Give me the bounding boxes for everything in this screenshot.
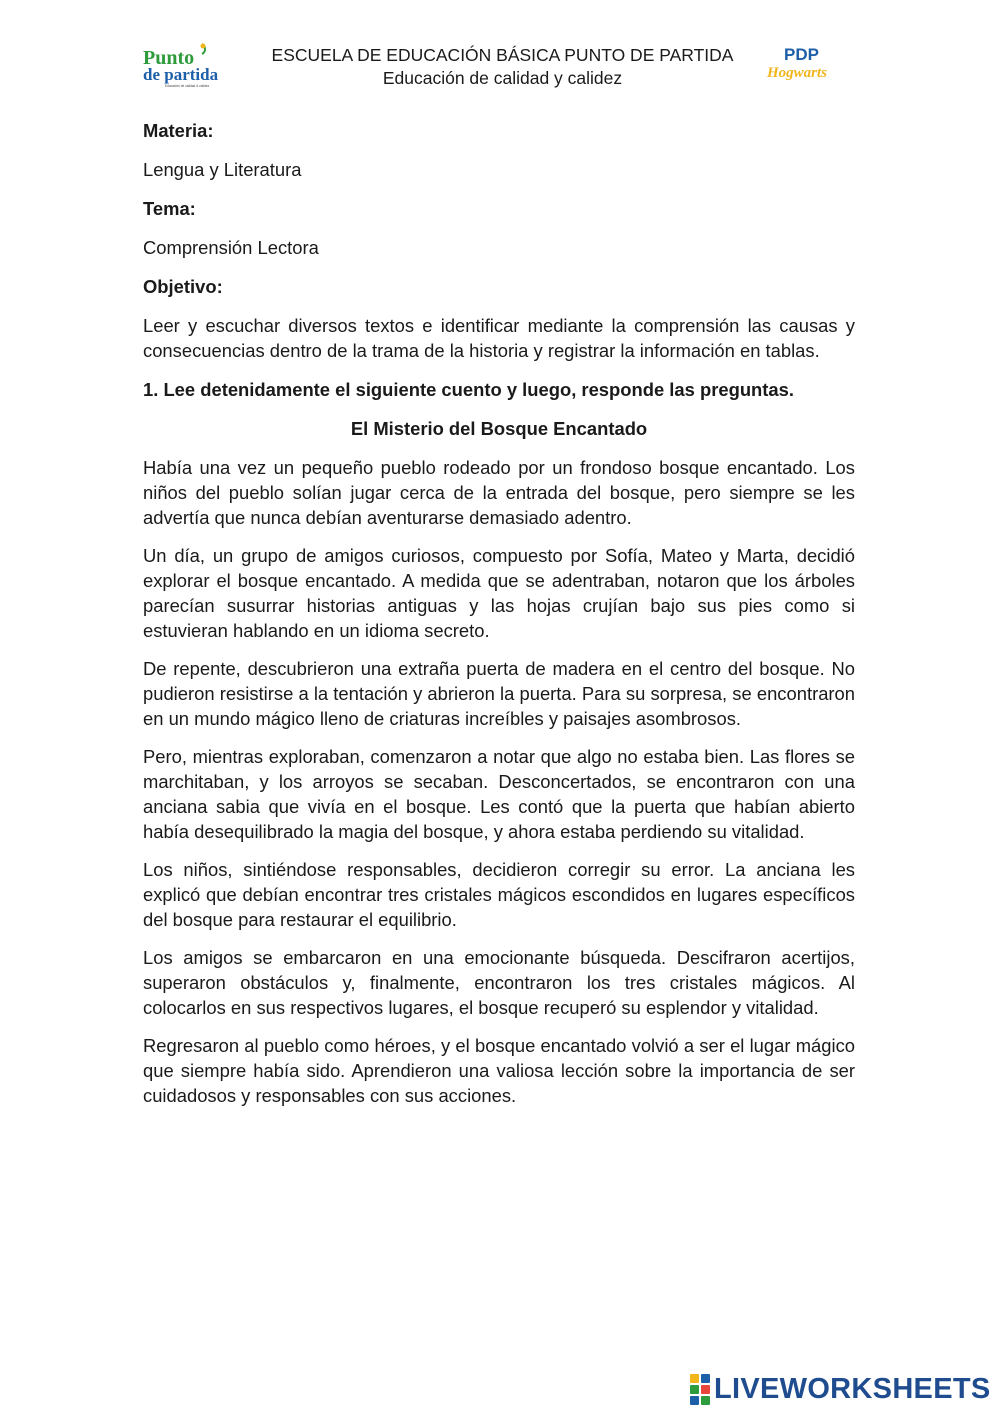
liveworksheets-blocks-icon: [690, 1374, 710, 1405]
logo-right-line1: PDP: [784, 45, 819, 64]
materia-value: Lengua y Literatura: [143, 159, 302, 180]
page-header: [0, 40, 999, 100]
story-paragraph: Los amigos se embarcaron en una emocionante búsqueda. Descifraron acertijos, superaron obstáculos y, finalmente, encontraron los tres cristales mágicos. Al colocarlos en sus respectivos lugares, el bosque recuperó su esplendor y vitalidad.: [143, 947, 855, 1018]
materia-label: Materia:: [143, 120, 214, 141]
logo-left-line2: de partida: [143, 65, 219, 84]
liveworksheets-brand: LIVEWORKSHEETS: [714, 1372, 991, 1405]
story-paragraph: Los niños, sintiéndose responsables, decidieron corregir su error. La anciana les explicó que debían encontrar tres cristales mágicos escondidos en lugares específicos del bosque para restaurar el equilibrio.: [143, 859, 855, 930]
story-paragraph: Regresaron al pueblo como héroes, y el bosque encantado volvió a ser el lugar mágico que siempre había sido. Aprendieron una valiosa lección sobre la importancia de ser cuidadosos y responsables con sus acciones.: [143, 1035, 855, 1106]
worksheet-content: [143, 118, 855, 1121]
story-title: El Misterio del Bosque Encantado: [350, 418, 648, 439]
liveworksheets-logo: [690, 1372, 991, 1406]
logo-right-line2: Hogwarts: [767, 65, 828, 81]
logo-left-line1: Punto: [143, 47, 195, 69]
story-paragraph: Un día, un grupo de amigos curiosos, compuesto por Sofía, Mateo y Marta, decidió explorar el bosque encantado. A medida que se adentraban, notaron que los árboles parecían susurrar historias antiguas y las hojas crujían bajo sus pies como si estuvieran hablando en un idioma secreto.: [143, 545, 855, 641]
story-paragraph: Pero, mientras exploraban, comenzaron a notar que algo no estaba bien. Las flores se marchitaban, y los arroyos se secaban. Desconcertados, se encontraron con una anciana sabia que vivía en el bosque. Les contó que la puerta que habían abierto había desequilibrado la magia del bosque, y ahora estaba perdiendo su vitalidad.: [143, 746, 855, 842]
tema-value: Comprensión Lectora: [143, 237, 319, 258]
objetivo-value: Leer y escuchar diversos textos e identificar mediante la comprensión las causas y consecuencias dentro de la trama de la historia y registrar la información en tablas.: [143, 315, 855, 361]
story-paragraph: Había una vez un pequeño pueblo rodeado por un frondoso bosque encantado. Los niños del pueblo solían jugar cerca de la entrada del bosque, pero siempre se les advertía que nunca debían aventurarse demasiado adentro.: [143, 457, 855, 528]
story-paragraph: De repente, descubrieron una extraña puerta de madera en el centro del bosque. No pudieron resistirse a la tentación y abrieron la puerta. Para su sorpresa, se encontraron en un mundo mágico lleno de criaturas increíbles y paisajes asombrosos.: [143, 658, 855, 729]
pdp-hogwarts-logo: [764, 40, 834, 90]
tema-label: Tema:: [143, 198, 196, 219]
school-name: ESCUELA DE EDUCACIÓN BÁSICA PUNTO DE PARTIDA: [271, 45, 734, 65]
objetivo-label: Objetivo:: [143, 276, 223, 297]
logo-left-tagline: Educación de calidad & calidez: [165, 84, 210, 88]
instruction: 1. Lee detenidamente el siguiente cuento y luego, responde las preguntas.: [143, 379, 794, 400]
school-motto: Educación de calidad y calidez: [382, 68, 623, 88]
